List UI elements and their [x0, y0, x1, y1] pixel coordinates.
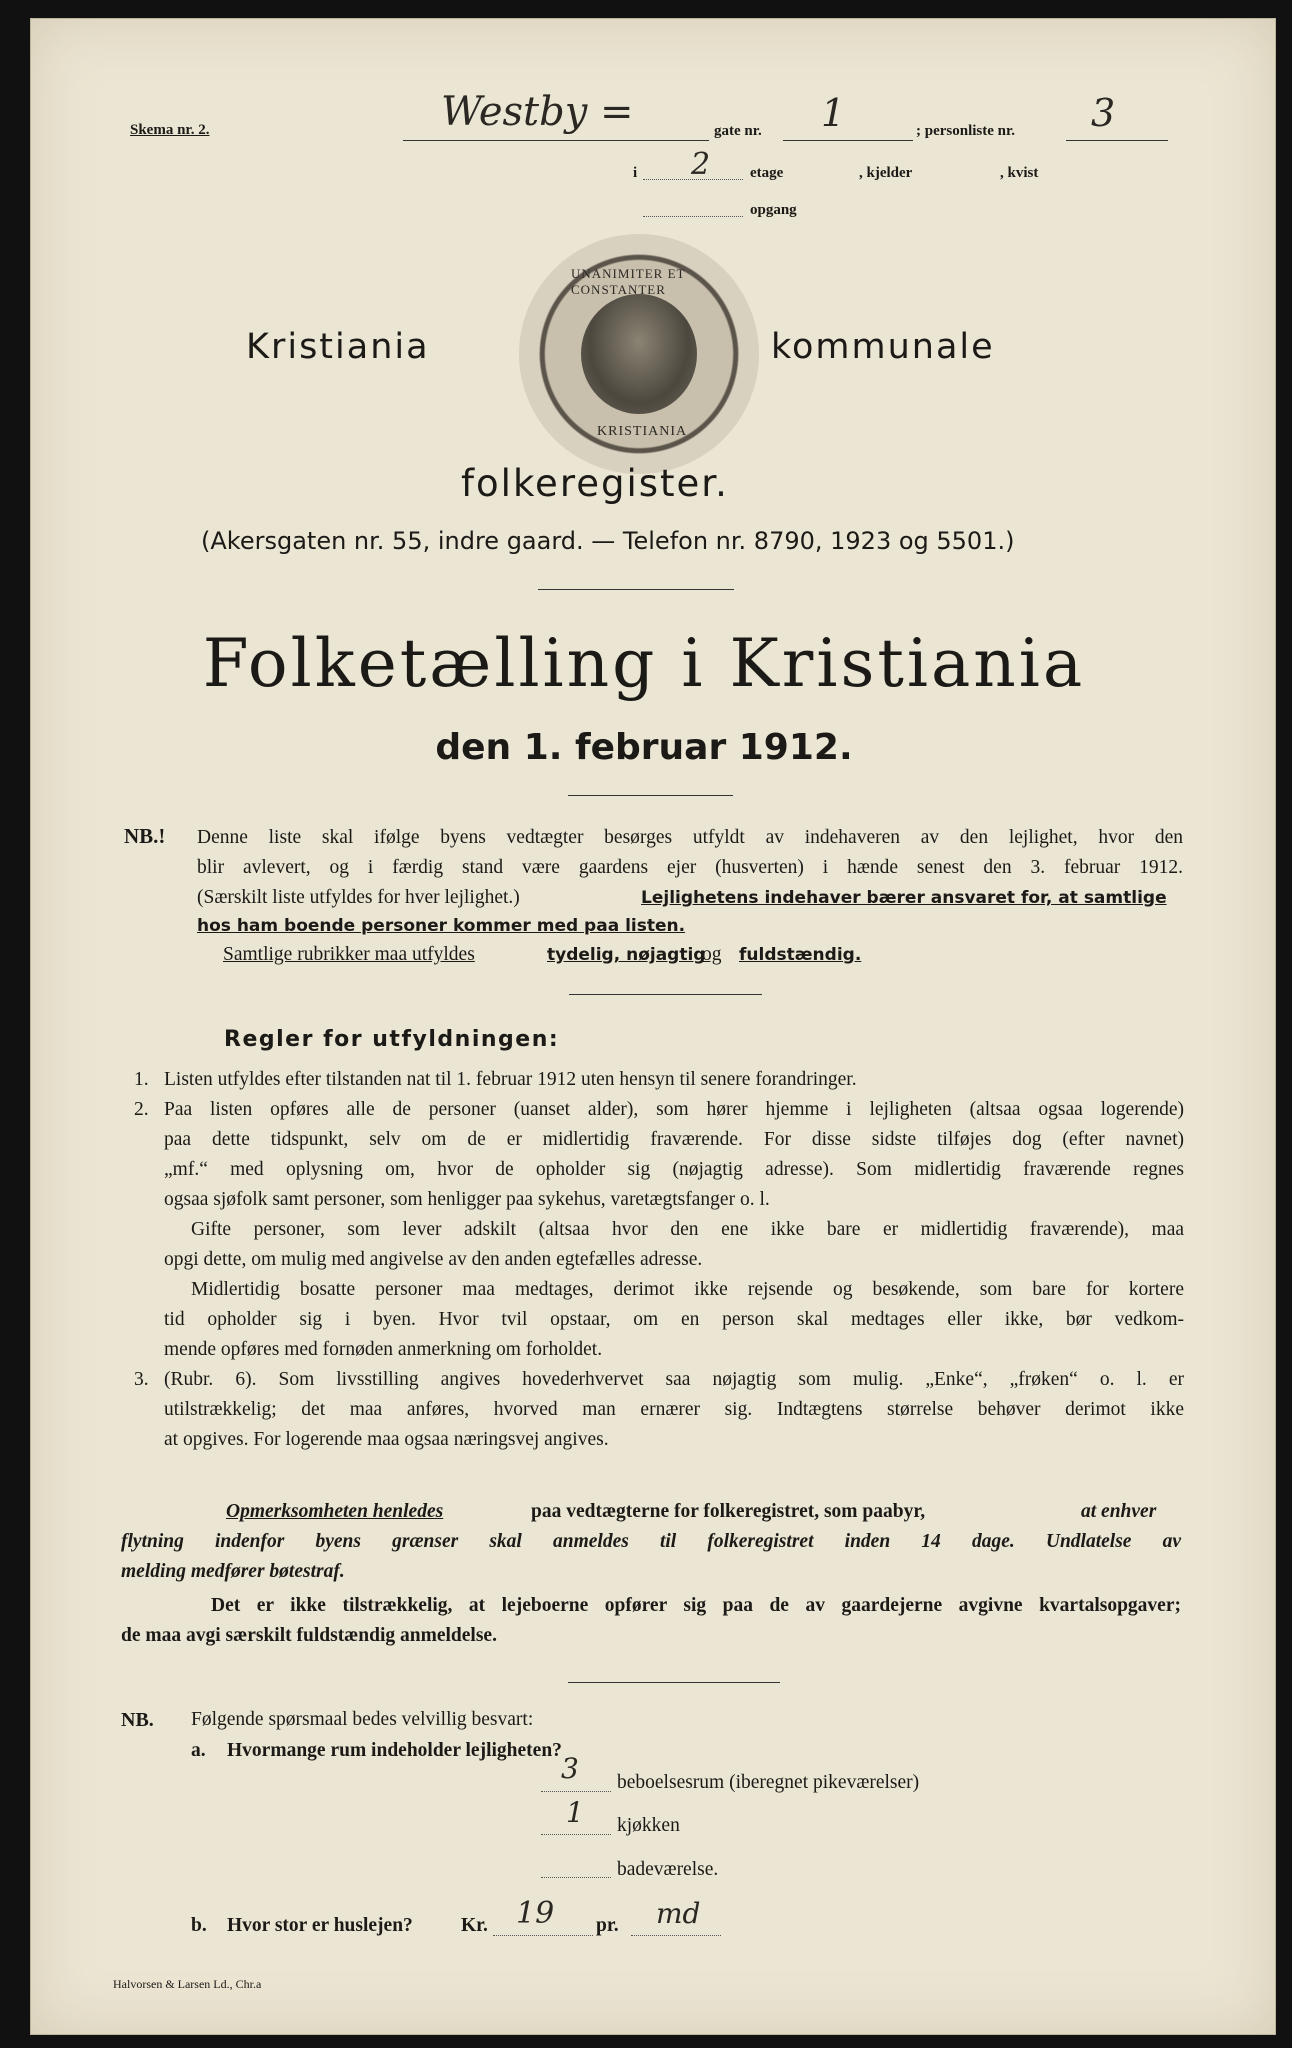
kitchen-handwritten: 1: [566, 1796, 584, 1829]
street-fill-line: [403, 140, 709, 141]
org-right: kommunale: [771, 327, 995, 367]
notice-line-2: flytning indenfor byens grænser skal anmeldes til folkeregistret inden 14 dage. Undlatelse av: [121, 1531, 1181, 1552]
period-handwritten: md: [656, 1897, 701, 1930]
org-name: folkeregister.: [461, 462, 729, 505]
rooms-label: beboelsesrum (iberegnet pikeværelser): [617, 1772, 920, 1793]
nb1-line-3a: (Særskilt liste utfyldes for hver lejlighet.): [197, 887, 520, 908]
rule-2-line-5: Gifte personer, som lever adskilt (altsaa hvor den ene ikke bare er midlertidig fraværende), maa: [191, 1219, 1184, 1240]
nb1-label: NB.!: [124, 824, 166, 848]
rule-2-line-3: „mf.“ med oplysning om, hvor de opholder sig (nøjagtig adresse). Som midlertidig fraværende regnes: [164, 1159, 1184, 1180]
rule-2-line-1: Paa listen opføres alle de personer (uanset alder), som hører hjemme i lejligheten (altsaa ogsaa logerende): [164, 1099, 1184, 1120]
rule-3-line-2: utilstrækkelig; det maa anføres, hvorved man ernærer sig. Indtægtens størrelse behøver derimot ikke: [164, 1399, 1184, 1420]
notice-line-1b: paa vedtægterne for folkeregistret, som paabyr,: [531, 1501, 926, 1522]
floor-handwritten: 2: [691, 147, 711, 182]
kitchen-label: kjøkken: [617, 1815, 680, 1836]
bath-label: badeværelse.: [617, 1859, 719, 1880]
street-name-handwritten: Westby =: [441, 89, 634, 135]
notice-line-5: de maa avgi særskilt fuldstændig anmeldelse.: [121, 1625, 497, 1646]
nb1-line-5c: og: [702, 944, 722, 965]
printer-imprint: Halvorsen & Larsen Ld., Chr.a: [113, 1977, 262, 1991]
org-left: Kristiania: [246, 327, 430, 367]
skema-number: Skema nr. 2.: [130, 122, 210, 138]
rule-2-line-9: mende opføres med fornøden anmerkning om forholdet.: [164, 1339, 603, 1360]
floor-fill-line: [643, 179, 743, 180]
kjelder-label: , kjelder: [859, 165, 913, 181]
question-a-label: a.: [191, 1740, 206, 1761]
rooms-fill-line: [541, 1791, 611, 1792]
seal-bottom-text: KRISTIANIA: [597, 424, 688, 439]
kristiania-seal: [519, 234, 759, 474]
kvist-label: , kvist: [1000, 165, 1039, 181]
rules-heading: Regler for utfyldningen:: [224, 1027, 560, 1052]
question-b-text: Hvor stor er huslejen?: [227, 1915, 413, 1936]
document-subtitle: den 1. februar 1912.: [435, 727, 853, 768]
nb1-responsibility: Lejlighetens indehaver bærer ansvaret for, at samtlige: [641, 888, 1167, 908]
personliste-fill-line: [1066, 140, 1168, 141]
period-fill-line: [631, 1935, 721, 1936]
divider-3: [569, 994, 762, 995]
personliste-label: ; personliste nr.: [916, 123, 1016, 139]
rule-1-number: 1.: [134, 1069, 149, 1090]
rooms-handwritten: 3: [561, 1752, 579, 1785]
rule-2-number: 2.: [134, 1099, 149, 1120]
notice-line-4: Det er ikke tilstrækkelig, at lejeboerne opfører sig paa de av gaardejerne avgivne kvartalsopgaver;: [211, 1595, 1181, 1616]
rule-3-line-1: (Rubr. 6). Som livsstilling angives hovederhvervet saa nøjagtig som mulig. „Enke“, „frøken“ o. l. er: [164, 1369, 1184, 1390]
nb1-line-1: Denne liste skal ifølge byens vedtægter besørges utfyldt av indehaveren av den lejlighet, hvor den: [197, 827, 1183, 848]
rule-2-line-6: opgi dette, om mulig med angivelse av den anden egtefælles adresse.: [164, 1249, 703, 1270]
notice-line-1a: Opmerksomheten henledes: [226, 1501, 444, 1522]
rule-1-text: Listen utfyldes efter tilstanden nat til 1. februar 1912 uten hensyn til senere forandringer.: [164, 1069, 857, 1090]
kr-label: Kr.: [461, 1915, 488, 1936]
personliste-number-handwritten: 3: [1091, 91, 1116, 135]
seal-figure: [581, 294, 697, 414]
seal-top-text: UNANIMITER ET CONSTANTER: [571, 266, 686, 297]
pr-label: pr.: [596, 1915, 619, 1936]
census-form-page: [30, 18, 1276, 2035]
gate-label: gate nr.: [714, 123, 762, 139]
notice-line-3: melding medfører bøtestraf.: [121, 1561, 345, 1582]
opgang-fill-line: [643, 216, 743, 217]
org-address: (Akersgaten nr. 55, indre gaard. — Telefon nr. 8790, 1923 og 5501.): [201, 527, 1015, 555]
rule-2-line-7: Midlertidig bosatte personer maa medtages, derimot ikke rejsende og besøkende, som bare for kortere: [191, 1279, 1184, 1300]
rule-2-line-8: tid opholder sig i byen. Hvor tvil opstaar, om en person skal medtages eller ikke, bør vedkom-: [164, 1309, 1184, 1330]
divider-4: [568, 1682, 780, 1683]
document-title: Folketælling i Kristiania: [202, 625, 1086, 702]
question-a-text: Hvormange rum indeholder lejligheten?: [227, 1740, 562, 1761]
rule-3-number: 3.: [134, 1369, 149, 1390]
opgang-label: opgang: [750, 202, 797, 218]
gate-number-handwritten: 1: [821, 91, 846, 135]
rule-2-line-2: paa dette tidspunkt, selv om de er midlertidig fraværende. For disse sidste tilføjes dog (efter navnet): [164, 1129, 1184, 1150]
gate-fill-line: [783, 140, 913, 141]
nb1-line-5b: tydelig, nøjagtig: [547, 945, 706, 965]
kitchen-fill-line: [541, 1834, 611, 1835]
questions-nb-label: NB.: [121, 1709, 154, 1731]
divider-2: [568, 795, 733, 796]
nb1-line-5a: Samtlige rubrikker maa utfyldes: [223, 944, 475, 965]
etage-label: etage: [750, 165, 784, 181]
nb1-line-4: hos ham boende personer kommer med paa listen.: [197, 916, 686, 936]
nb1-line-5d: fuldstændig.: [739, 945, 862, 965]
rent-handwritten: 19: [516, 1896, 555, 1931]
floor-i-label: i: [633, 165, 638, 181]
rule-2-line-4: ogsaa sjøfolk samt personer, som henligger paa sykehus, varetægtsfanger o. l.: [164, 1189, 770, 1210]
notice-line-1c: at enhver: [1081, 1501, 1157, 1522]
rent-fill-line: [493, 1935, 593, 1936]
divider-1: [538, 589, 734, 590]
question-b-label: b.: [191, 1915, 207, 1936]
bath-fill-line: [541, 1877, 611, 1878]
questions-intro: Følgende spørsmaal bedes velvillig besvart:: [191, 1709, 534, 1730]
nb1-line-2: blir avlevert, og i færdig stand være gaardens ejer (husverten) i hænde senest den 3. februar 1912.: [197, 857, 1183, 878]
rule-3-line-3: at opgives. For logerende maa ogsaa næringsvej angives.: [164, 1429, 609, 1450]
